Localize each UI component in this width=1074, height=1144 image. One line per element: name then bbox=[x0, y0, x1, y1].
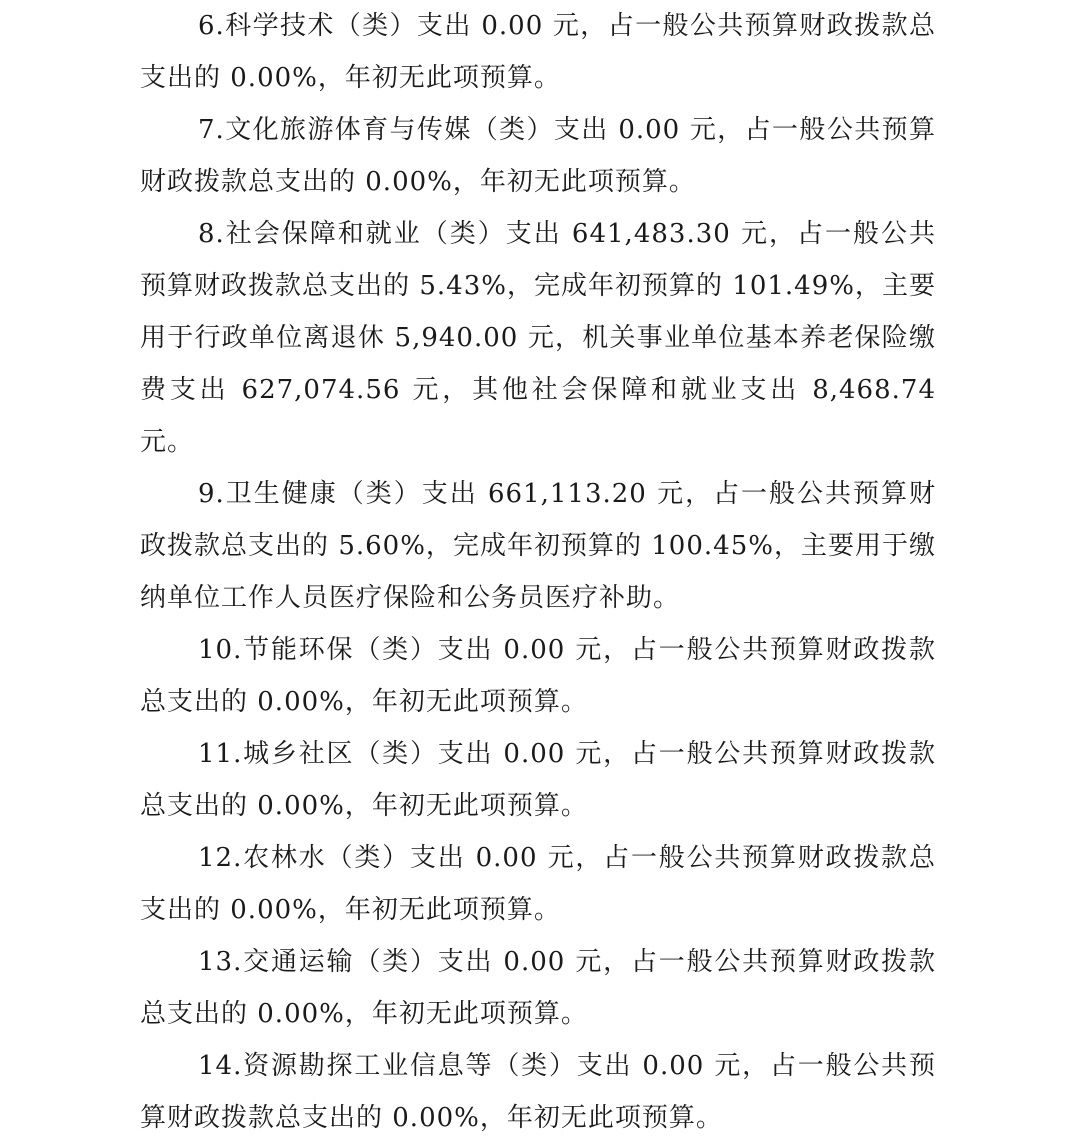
paragraph-transport: 13.交通运输（类）支出 0.00 元，占一般公共预算财政拨款总支出的 0.00%，年初无此项预算。 bbox=[140, 947, 936, 1029]
paragraph-social-security: 8.社会保障和就业（类）支出 641,483.30 元，占一般公共预算财政拨款总支出的 5.43%，完成年初预算的 101.49%，主要用于行政单位离退休 5,940.00 元，机关事业单位基本养老保险缴费支出 627,074.56 元，其他社会保障和就业支出 8,468.74 元。 bbox=[140, 219, 936, 457]
paragraph-urban-rural: 11.城乡社区（类）支出 0.00 元，占一般公共预算财政拨款总支出的 0.00%，年初无此项预算。 bbox=[140, 739, 936, 821]
paragraph-resources-industry: 14.资源勘探工业信息等（类）支出 0.00 元，占一般公共预算财政拨款总支出的 0.00%，年初无此项预算。 bbox=[140, 1051, 936, 1133]
paragraph-science-tech: 6.科学技术（类）支出 0.00 元，占一般公共预算财政拨款总支出的 0.00%，年初无此项预算。 bbox=[140, 11, 936, 93]
paragraph-energy-environment: 10.节能环保（类）支出 0.00 元，占一般公共预算财政拨款总支出的 0.00%，年初无此项预算。 bbox=[140, 635, 936, 717]
paragraph-agriculture: 12.农林水（类）支出 0.00 元，占一般公共预算财政拨款总支出的 0.00%，年初无此项预算。 bbox=[140, 843, 936, 925]
document-page bbox=[140, 0, 936, 1144]
paragraph-health: 9.卫生健康（类）支出 661,113.20 元，占一般公共预算财政拨款总支出的 5.60%，完成年初预算的 100.45%，主要用于缴纳单位工作人员医疗保险和公务员医疗补助。 bbox=[140, 479, 936, 613]
paragraph-culture-tourism: 7.文化旅游体育与传媒（类）支出 0.00 元，占一般公共预算财政拨款总支出的 0.00%，年初无此项预算。 bbox=[140, 115, 936, 197]
